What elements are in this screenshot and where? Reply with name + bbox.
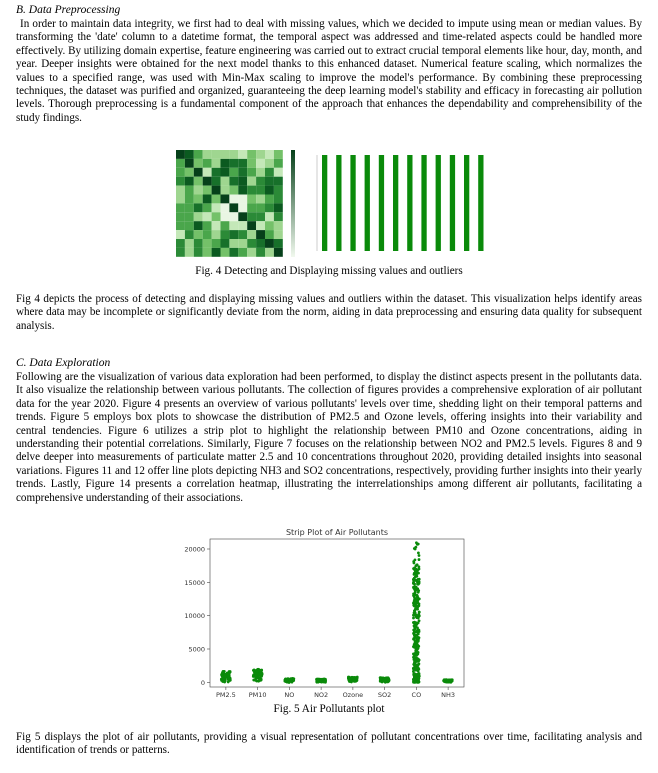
heatmap-cell [176,168,185,177]
heatmap-cell [176,203,185,212]
heatmap-cell [212,239,221,248]
heatmap-cell [194,168,203,177]
heatmap-cell [265,239,274,248]
x-tick-label: NO [284,691,295,699]
heatmap-cell [256,177,265,186]
strip-point [415,616,418,619]
heatmap-cell [203,159,212,168]
strip-point [221,675,224,678]
y-axis [184,546,210,687]
strip-point [416,658,419,661]
strip-point [413,632,416,635]
heatmap-cell [238,212,247,221]
missing-values-bar [478,155,483,251]
strip-point [317,679,320,682]
heatmap-cell [274,239,283,248]
heatmap-cell [212,168,221,177]
heatmap-cell [203,203,212,212]
strip-point [412,581,415,584]
missing-values-bar [464,155,469,251]
strip-point [417,646,420,649]
heatmap-cell [229,177,238,186]
heatmap-cell [176,212,185,221]
strip-point [418,630,421,633]
heatmap-cell [176,159,185,168]
heatmap-cell [194,221,203,230]
heatmap-cell [238,150,247,159]
heatmap-cell [212,159,221,168]
strip-point [414,625,417,628]
x-tick-label: NO2 [314,691,329,699]
strip-point [255,675,258,678]
strip-point [415,573,418,576]
heatmap-cell [274,186,283,195]
strip-point [257,668,260,671]
heatmap-cell [247,177,256,186]
heatmap-cell [229,239,238,248]
heatmap-cell [265,203,274,212]
heatmap-cell [194,186,203,195]
heatmap-cell [176,239,185,248]
strip-point [227,681,230,684]
strip-point [412,646,415,649]
heatmap-cell [176,195,185,204]
strip-point [415,649,418,652]
missing-values-bar [407,155,412,251]
heatmap-cell [256,230,265,239]
strip-point [414,591,417,594]
heatmap-colorbar [291,150,295,257]
colorbar-strip [291,150,295,257]
strip-point [414,558,417,561]
strip-point [415,541,418,544]
heatmap-cell [247,239,256,248]
heatmap-cell [247,248,256,257]
heatmap-cell [274,177,283,186]
heatmap-panel [176,150,283,257]
strip-point [416,563,419,566]
strip-point [379,677,382,680]
strip-point [412,667,415,670]
heatmap-cell [238,230,247,239]
strip-pm10 [252,668,264,683]
heatmap-cell [176,150,185,159]
chart-title: Strip Plot of Air Pollutants [285,528,389,537]
heatmap-cell [238,203,247,212]
strip-point [413,675,416,678]
plot-area [210,539,464,687]
heatmap-cell [185,239,194,248]
heatmap-cell [229,150,238,159]
heatmap-cell [194,177,203,186]
heatmap-cell [265,159,274,168]
strip-point [290,679,293,682]
heatmap-cell [212,177,221,186]
strip-nh3 [442,678,453,683]
heatmap-cell [194,195,203,204]
heatmap-cell [194,150,203,159]
strip-no2 [315,678,327,684]
strip-co [412,541,421,683]
heatmap-cell [265,248,274,257]
heatmap-cell [274,150,283,159]
heatmap-cell [247,230,256,239]
strip-point [413,660,416,663]
strip-point [446,679,449,682]
strip-point [416,596,419,599]
missing-values-bar [365,155,370,251]
section-c-heading: C. Data Exploration [16,357,111,369]
heatmap-cell [274,212,283,221]
heatmap-cell [238,221,247,230]
heatmap-cell [229,212,238,221]
strip-point [418,611,421,614]
strip-point [417,589,420,592]
heatmap-cell [194,212,203,221]
heatmap-cell [265,186,274,195]
strip-point [260,674,263,677]
heatmap-cell [194,248,203,257]
strip-point [412,638,415,641]
heatmap-cell [247,150,256,159]
heatmap-cell [185,150,194,159]
heatmap-cell [221,203,230,212]
heatmap-cell [238,195,247,204]
strip-point [417,678,420,681]
missing-values-bar [379,155,384,251]
heatmap-cell [247,221,256,230]
heatmap-cell [203,150,212,159]
strip-point [387,679,390,682]
strip-point [415,634,418,637]
strip-point [415,588,418,591]
heatmap-cell [256,168,265,177]
heatmap-cell [265,212,274,221]
heatmap-cell [203,177,212,186]
strip-point [224,674,227,677]
x-tick-label: CO [411,691,422,699]
strip-point [349,678,352,681]
strip-point [414,608,417,611]
strip-point [324,678,327,681]
heatmap-cell [203,248,212,257]
heatmap-cell [203,168,212,177]
strip-point [415,654,418,657]
y-tick-label: 5000 [188,645,205,654]
strip-point [418,578,421,581]
missing-values-bar [336,155,341,251]
heatmap-cell [212,248,221,257]
heatmap-cell [176,186,185,195]
heatmap-cell [185,212,194,221]
fig4-image [174,148,500,260]
heatmap-cell [221,239,230,248]
heatmap-cell [212,212,221,221]
fig5-strip-plot [174,526,480,702]
heatmap-cell [221,195,230,204]
heatmap-cell [185,159,194,168]
section-b-paragraph: In order to maintain data integrity, we first had to deal with missing values, which we decided to impute using mean or median values. By transforming the 'date' column to a datetime format, the temporal aspect was addressed and time-related aspects could be handled more effectively. By utilizing domain expertise, feature engineering was carried out to extract crucial temporal elements like hour, day, month, and year. Deeper insights were obtained for the next model thanks to this enhanced dataset. Numerical feature scaling, which normalizes the values to a specified range, was used with Min-Max scaling to improve the model's performance. By combining these preprocessing techniques, the dataset was purified and organized, guaranteeing the deep learning model's stability and efficacy in forecasting air pollution levels. Thorough preprocessing is a fundamental component of the approach that enhances the dependability and comprehensibility of the study findings. [16,18,642,124]
strip-point [412,672,415,675]
heatmap-cell [221,248,230,257]
heatmap-cell [265,150,274,159]
heatmap-cell [247,168,256,177]
strip-point [227,677,230,680]
strip-point [414,546,417,549]
strip-point [384,681,387,684]
heatmap-cell [238,186,247,195]
heatmap-cell [176,248,185,257]
heatmap-cell [229,195,238,204]
missing-values-bar-panel [317,155,484,251]
heatmap-cell [265,221,274,230]
missing-values-bar [350,155,355,251]
heatmap-cell [185,186,194,195]
heatmap-cell [221,168,230,177]
strip-point [416,594,419,597]
strip-point [354,680,357,683]
heatmap-cell [274,159,283,168]
heatmap-cell [203,212,212,221]
strip-point [412,678,415,681]
strip-point [414,681,417,684]
strip-point [260,672,263,675]
heatmap-cell [256,203,265,212]
y-tick-label: 15000 [184,578,205,587]
heatmap-cell [203,230,212,239]
y-tick-label: 10000 [184,612,205,621]
y-tick-label: 20000 [184,545,205,554]
heatmap-cell [212,186,221,195]
strip-so2 [379,676,391,683]
heatmap-cell [238,159,247,168]
strip-ozone [347,676,359,684]
heatmap-cell [185,203,194,212]
strip-point [414,569,417,572]
strip-point [442,679,445,682]
heatmap-cell [221,221,230,230]
strip-point [418,554,421,557]
heatmap-cell [203,221,212,230]
heatmap-cell [274,248,283,257]
heatmap-cell [238,168,247,177]
strip-no [284,677,296,684]
strip-point [320,678,323,681]
heatmap-cell [229,159,238,168]
heatmap-cell [212,203,221,212]
heatmap-cell [212,150,221,159]
strip-point [412,617,415,620]
heatmap-cell [176,177,185,186]
strip-point [415,614,418,617]
heatmap-cell [185,195,194,204]
strip-point [384,677,387,680]
heatmap-cell [229,203,238,212]
missing-values-bar [450,155,455,251]
fig5-description: Fig 5 displays the plot of air pollutants, providing a visual representation of pollutant concentrations over time, facilitating analysis and identification of trends or patterns. [16,731,642,757]
heatmap-cell [256,195,265,204]
strip-point [417,551,420,554]
strip-point [227,674,230,677]
strip-point [417,664,420,667]
heatmap-cell [176,221,185,230]
strip-point [418,558,421,561]
heatmap-cell [221,159,230,168]
heatmap-cell [247,203,256,212]
strip-point [416,605,419,608]
heatmap-cell [203,195,212,204]
heatmap-cell [265,168,274,177]
heatmap-cell [221,212,230,221]
heatmap-cell [247,212,256,221]
fig4-caption: Fig. 4 Detecting and Displaying missing values and outliers [195,265,463,277]
strip-point [284,678,287,681]
fig5-caption: Fig. 5 Air Pollutants plot [273,703,385,715]
heatmap-cell [256,159,265,168]
strip-point [254,679,257,682]
heatmap-cell [265,195,274,204]
strip-point [418,619,421,622]
x-tick-label: PM10 [248,691,267,699]
strip-point [417,670,420,673]
missing-values-bar [393,155,398,251]
heatmap-cell [274,203,283,212]
x-tick-label: SO2 [377,691,392,699]
strip-point [417,614,420,617]
missing-values-bar [421,155,426,251]
strip-pm25 [220,670,232,683]
strip-point [223,679,226,682]
heatmap-cell [194,203,203,212]
heatmap-cell [256,248,265,257]
heatmap-cell [221,230,230,239]
heatmap-cell [274,230,283,239]
heatmap-cell [238,239,247,248]
heatmap-cell [229,221,238,230]
heatmap-cell [247,159,256,168]
strip-point [449,679,452,682]
missing-values-bar [322,155,327,251]
heatmap-cell [212,221,221,230]
heatmap-cell [176,230,185,239]
heatmap-cell [265,177,274,186]
x-tick-label: NH3 [441,691,456,699]
heatmap-cell [221,177,230,186]
strip-point [415,667,418,670]
heatmap-cell [203,186,212,195]
heatmap-cell [229,230,238,239]
x-axis [216,687,455,699]
heatmap-cell [247,186,256,195]
x-tick-label: Ozone [342,691,364,699]
heatmap-cell [274,168,283,177]
heatmap-cell [221,150,230,159]
heatmap-cell [194,159,203,168]
heatmap-cell [194,239,203,248]
strip-points [220,541,454,683]
heatmap-cell [185,168,194,177]
heatmap-cell [256,239,265,248]
heatmap-cell [256,221,265,230]
section-b-heading: B. Data Preprocessing [16,4,121,16]
heatmap-cell [238,177,247,186]
heatmap-cell [229,248,238,257]
x-tick-label: PM2.5 [215,691,236,699]
heatmap-cell [247,195,256,204]
heatmap-cell [194,230,203,239]
strip-point [258,678,261,681]
heatmap-cell [229,168,238,177]
heatmap-cell [185,230,194,239]
strip-point [412,586,415,589]
strip-point [418,582,421,585]
heatmap-cell [185,177,194,186]
fig4-description: Fig 4 depicts the process of detecting and displaying missing values and outliers within the dataset. This visualization helps identify areas where data may be incomplete or significantly deviate from the norm, aiding in data preprocessing and ensuring data quality for subsequent analysis. [16,293,642,332]
strip-point [252,669,255,672]
strip-point [417,639,420,642]
heatmap-cell [274,221,283,230]
heatmap-cell [229,186,238,195]
heatmap-cell [212,230,221,239]
heatmap-cell [265,230,274,239]
strip-point [415,602,418,605]
heatmap-cell [256,150,265,159]
section-c-paragraph: Following are the visualization of various data exploration had been performed, to display the distinct aspects present in the pollutants data. It also visualize the relationship between various pollutants. The collection of figures provides a comprehensive exploration of air pollutant data for the year 2020. Figure 4 presents an overview of various pollutants' levels over time, shedding light on their temporal patterns and trends. Figure 5 employs box plots to showcase the distribution of PM2.5 and Ozone levels, offering insights into their variability and central tendencies. Figure 6 utilizes a strip plot to highlight the relationship between PM10 and Ozone concentrations, aiding in understanding their potential correlations. Similarly, Figure 7 focuses on the relationship between NO2 and PM2.5 levels. Figures 8 and 9 delve deeper into measurements of particulate matter 2.5 and 10 concentrations throughout 2020, providing detailed insights into seasonal variations. Figures 11 and 12 offer line plots depicting NH3 and SO2 concentrations, respectively, providing further insights into their yearly trends. Lastly, Figure 14 presents a correlation heatmap, illustrating the interrelationships among different air pollutants, facilitating a comprehensive understanding of their associations. [16,371,642,504]
strip-point [412,594,415,597]
heatmap-cell [274,195,283,204]
strip-point [412,629,415,632]
heatmap-cell [256,212,265,221]
y-tick-label: 0 [200,678,205,687]
heatmap-cell [185,248,194,257]
missing-values-bar [436,155,441,251]
heatmap-cell [221,186,230,195]
strip-point [220,678,223,681]
heatmap-cell [203,239,212,248]
heatmap-cell [256,186,265,195]
heatmap-cell [212,195,221,204]
heatmap-cell [185,221,194,230]
heatmap-cell [238,248,247,257]
